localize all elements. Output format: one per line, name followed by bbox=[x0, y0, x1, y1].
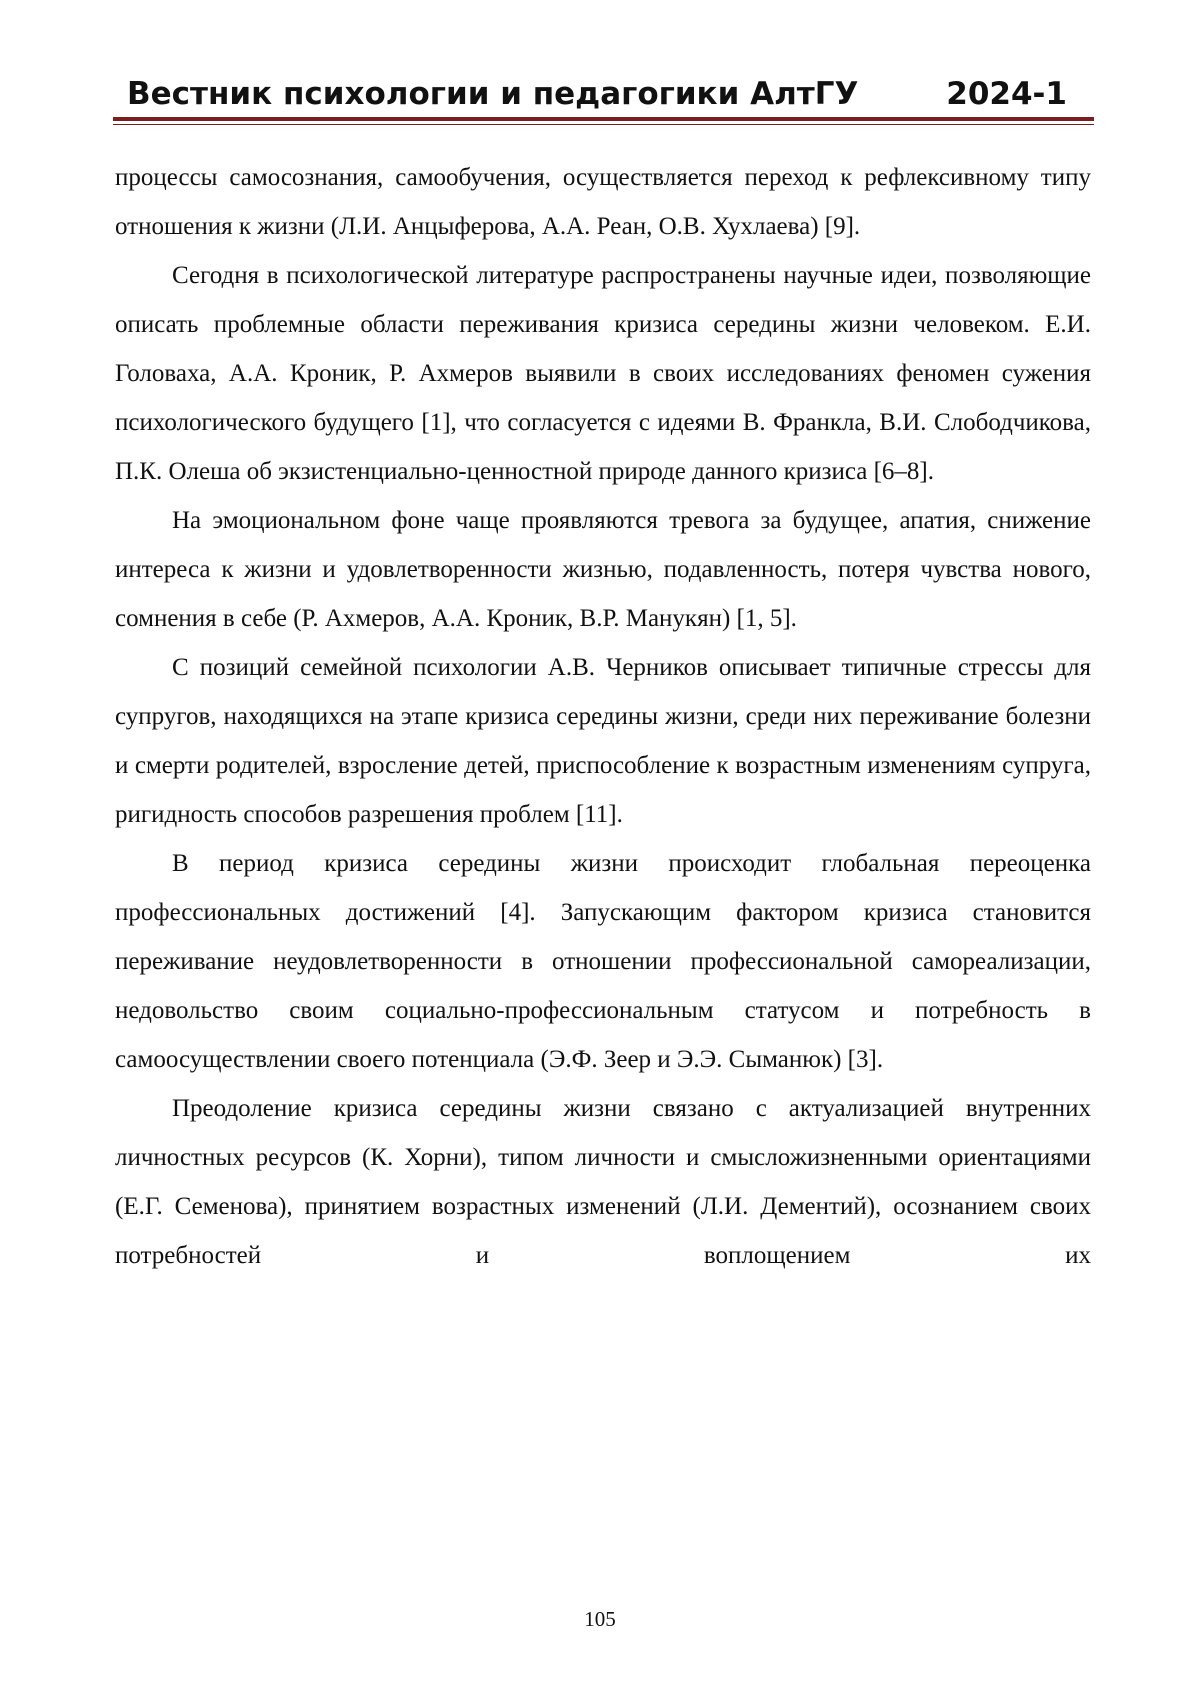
page-number: 105 bbox=[0, 1604, 1200, 1634]
document-page bbox=[0, 0, 1200, 1697]
header-rule-thin bbox=[113, 124, 1094, 125]
header-rule-thick bbox=[113, 117, 1094, 121]
paragraph: На эмоциональном фоне чаще проявляются тревога за будущее, апатия, снижение интереса к жизни и удовлетворенности жизнью, подавленность, потеря чувства нового, сомнения в себе (Р. Ахмеров, А.А. Кроник, В.Р. Манукян) [1, 5]. bbox=[115, 496, 1091, 643]
paragraph-continued: процессы самосознания, самообучения, осуществляется переход к рефлексивному типу отношения к жизни (Л.И. Анцыферова, А.А. Реан, О.В. Хухлаева) [9]. bbox=[115, 153, 1091, 251]
issue-number: 2024-1 bbox=[946, 74, 1067, 114]
article-body bbox=[115, 153, 1091, 1280]
paragraph: Сегодня в психологической литературе распространены научные идеи, позволяющие описать проблемные области переживания кризиса середины жизни человеком. Е.И. Головаха, А.А. Кроник, Р. Ахмеров выявили в своих исследованиях феномен сужения психологического будущего [1], что согласуется с идеями В. Франкла, В.И. Слободчикова, П.К. Олеша об экзистенциально-ценностной природе данного кризиса [6–8]. bbox=[115, 251, 1091, 496]
journal-title: Вестник психологии и педагогики АлтГУ bbox=[127, 74, 858, 114]
paragraph-continues-next-page: Преодоление кризиса середины жизни связано с актуализацией внутренних личностных ресурсов (К. Хорни), типом личности и смысложизненными ориентациями (Е.Г. Семенова), принятием возрастных изменений (Л.И. Дементий), осознанием своих потребностей и воплощением их bbox=[115, 1084, 1091, 1280]
running-header bbox=[113, 74, 1081, 114]
paragraph: В период кризиса середины жизни происходит глобальная переоценка профессиональных достижений [4]. Запускающим фактором кризиса становится переживание неудовлетворенности в отношении профессиональной самореализации, недовольство своим социально-профессиональным статусом и потребность в самоосуществлении своего потенциала (Э.Ф. Зеер и Э.Э. Сыманюк) [3]. bbox=[115, 839, 1091, 1084]
paragraph: С позиций семейной психологии А.В. Черников описывает типичные стрессы для супругов, находящихся на этапе кризиса середины жизни, среди них переживание болезни и смерти родителей, взросление детей, приспособление к возрастным изменениям супруга, ригидность способов разрешения проблем [11]. bbox=[115, 643, 1091, 839]
